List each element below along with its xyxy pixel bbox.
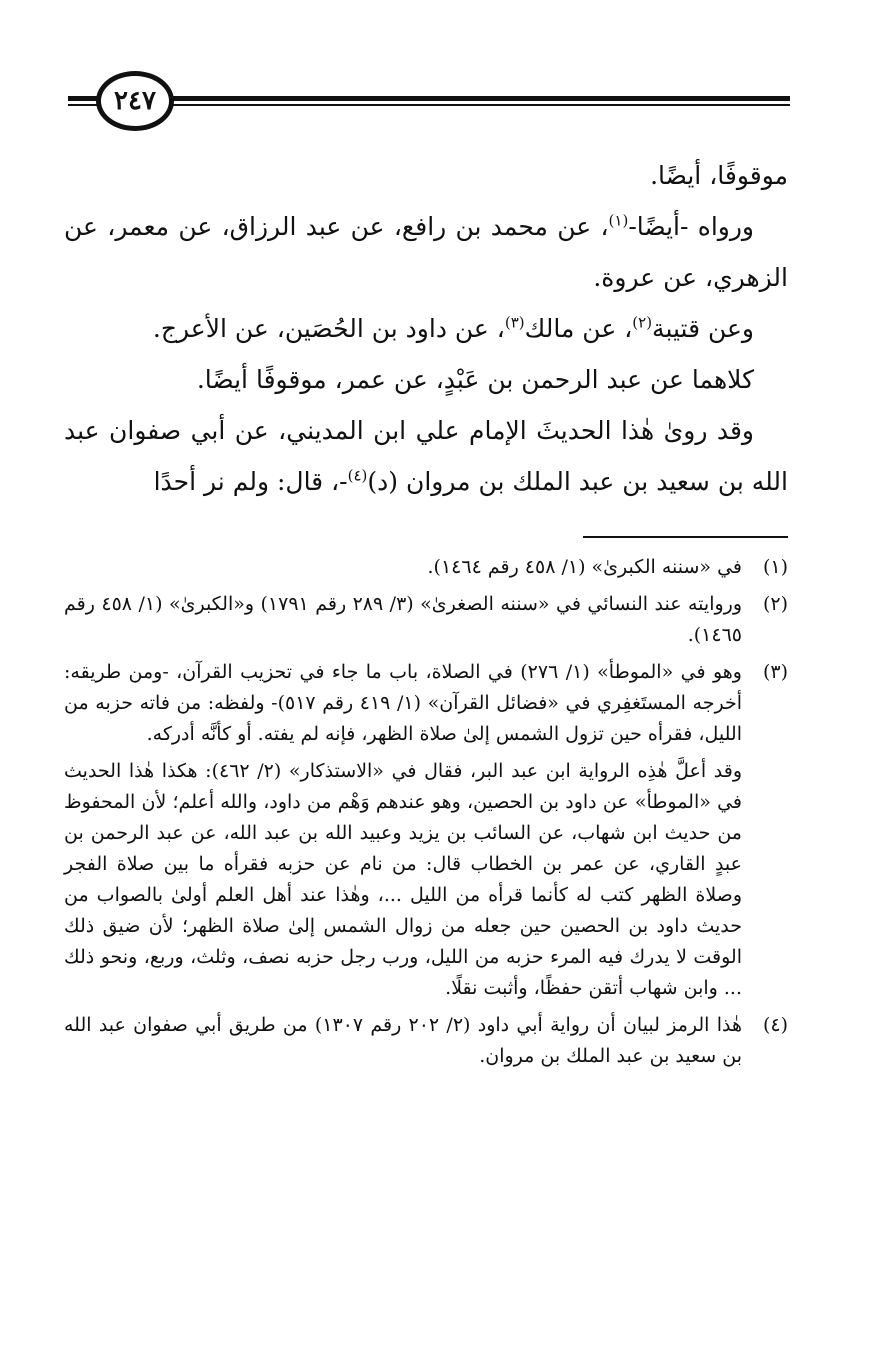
main-line-1: موقوفًا، أيضًا. (650, 161, 788, 190)
page-number-badge (96, 71, 174, 131)
header-rule-thin (68, 104, 790, 106)
footnote-ref-4: (٤) (347, 466, 368, 485)
p3-text-start: وعن قتيبة (652, 314, 754, 343)
p5-text-end: -، قال: ولم نر أحدًا (153, 467, 348, 496)
footnote-number: (٤) (762, 1014, 788, 1036)
footnote-ref-1: (١) (608, 211, 629, 230)
page-number: ٢٤٧ (114, 86, 156, 116)
main-paragraph-3 (64, 303, 788, 354)
footnote-2 (64, 589, 788, 651)
main-text (64, 150, 788, 507)
p2-text-end: ، عن محمد بن رافع، عن عبد الرزاق، عن معمر، عن الزهري، عن عروة. (64, 212, 788, 292)
footnote-ref-2: (٢) (632, 313, 653, 332)
p2-text-start: ورواه -أيضًا- (628, 212, 754, 241)
main-paragraph-5 (64, 405, 788, 507)
footnote-text: وهو في «الموطأ» (١/ ٢٧٦) في الصلاة، باب ما جاء في تحزيب القرآن، -ومن طريقه: أخرجه المستَغفِري في «فضائل القرآن» (١/ ٤١٩ رقم ٥١٧)- ولفظه: من فاته حزبه من الليل، فقرأه حين تزول الشمس إلىٰ صلاة الظهر، فإنه لم يفته. أو كأنَّه أدركه. (64, 661, 742, 745)
header-rule-thick (68, 96, 790, 101)
footnote-ref-3: (٣) (504, 313, 525, 332)
footnote-number: (٢) (762, 593, 788, 615)
page-header (0, 0, 873, 140)
footnote-4 (64, 1010, 788, 1072)
footnote-text: وروايته عند النسائي في «سننه الصغرىٰ» (٣/ ٢٨٩ رقم ١٧٩١) و«الكبرىٰ» (١/ ٤٥٨ رقم ١٤٦٥). (64, 593, 742, 646)
p3-text-mid: ، عن مالك (524, 314, 633, 343)
main-paragraph-2 (64, 201, 788, 303)
footnote-1 (64, 552, 788, 583)
footnote-text: في «سننه الكبرىٰ» (١/ ٤٥٨ رقم ١٤٦٤). (427, 556, 742, 578)
p3-text-end: ، عن داود بن الحُصَين، عن الأعرج. (152, 314, 505, 343)
footnote-3 (64, 657, 788, 750)
footnote-3-continuation: وقد أعلَّ هٰذِه الرواية ابن عبد البر، فقال في «الاستذكار» (٢/ ٤٦٢): هكذا هٰذا الحديث في «الموطأ» عن داود بن الحصين، وهو عندهم وَهْم من داود، والله أعلم؛ لأن المحفوظ من حديث ابن شهاب، عن السائب بن يزيد وعبيد الله بن عبد الله، عن عبد الرحمن بن عبدٍ القاري، عن عمر بن الخطاب قال: من نام عن حزبه فقرأه ما بين صلاة الفجر وصلاة الظهر كتب له كأنما قرأه من الليل ...، وهٰذا عند أهل العلم أولىٰ بالصواب من حديث داود بن الحصين حين جعله من زوال الشمس إلىٰ صلاة الظهر؛ لأن ضيق ذلك الوقت لا يدرك فيه المرء حزبه من الليل، ورب رجل حزبه نصف، وثلث، وربع، ونحو ذلك ... وابن شهاب أتقن حفظًا، وأثبت نقلًا. (64, 760, 742, 999)
footnotes (64, 552, 788, 1078)
footnote-number: (١) (762, 556, 788, 578)
footnote-text: هٰذا الرمز لبيان أن رواية أبي داود (٢/ ٢٠٢ رقم ١٣٠٧) من طريق أبي صفوان عبد الله بن سعيد بن عبد الملك بن مروان. (64, 1014, 742, 1067)
footnote-number: (٣) (762, 661, 788, 683)
main-paragraph-4: كلاهما عن عبد الرحمن بن عَبْدٍ، عن عمر، موقوفًا أيضًا. (196, 365, 754, 394)
p5-text-start: وقد روىٰ هٰذا الحديثَ الإمام علي ابن المديني، عن أبي صفوان عبد الله بن سعيد بن عبد الملك بن مروان (د) (64, 416, 788, 496)
footnote-divider (583, 536, 788, 538)
